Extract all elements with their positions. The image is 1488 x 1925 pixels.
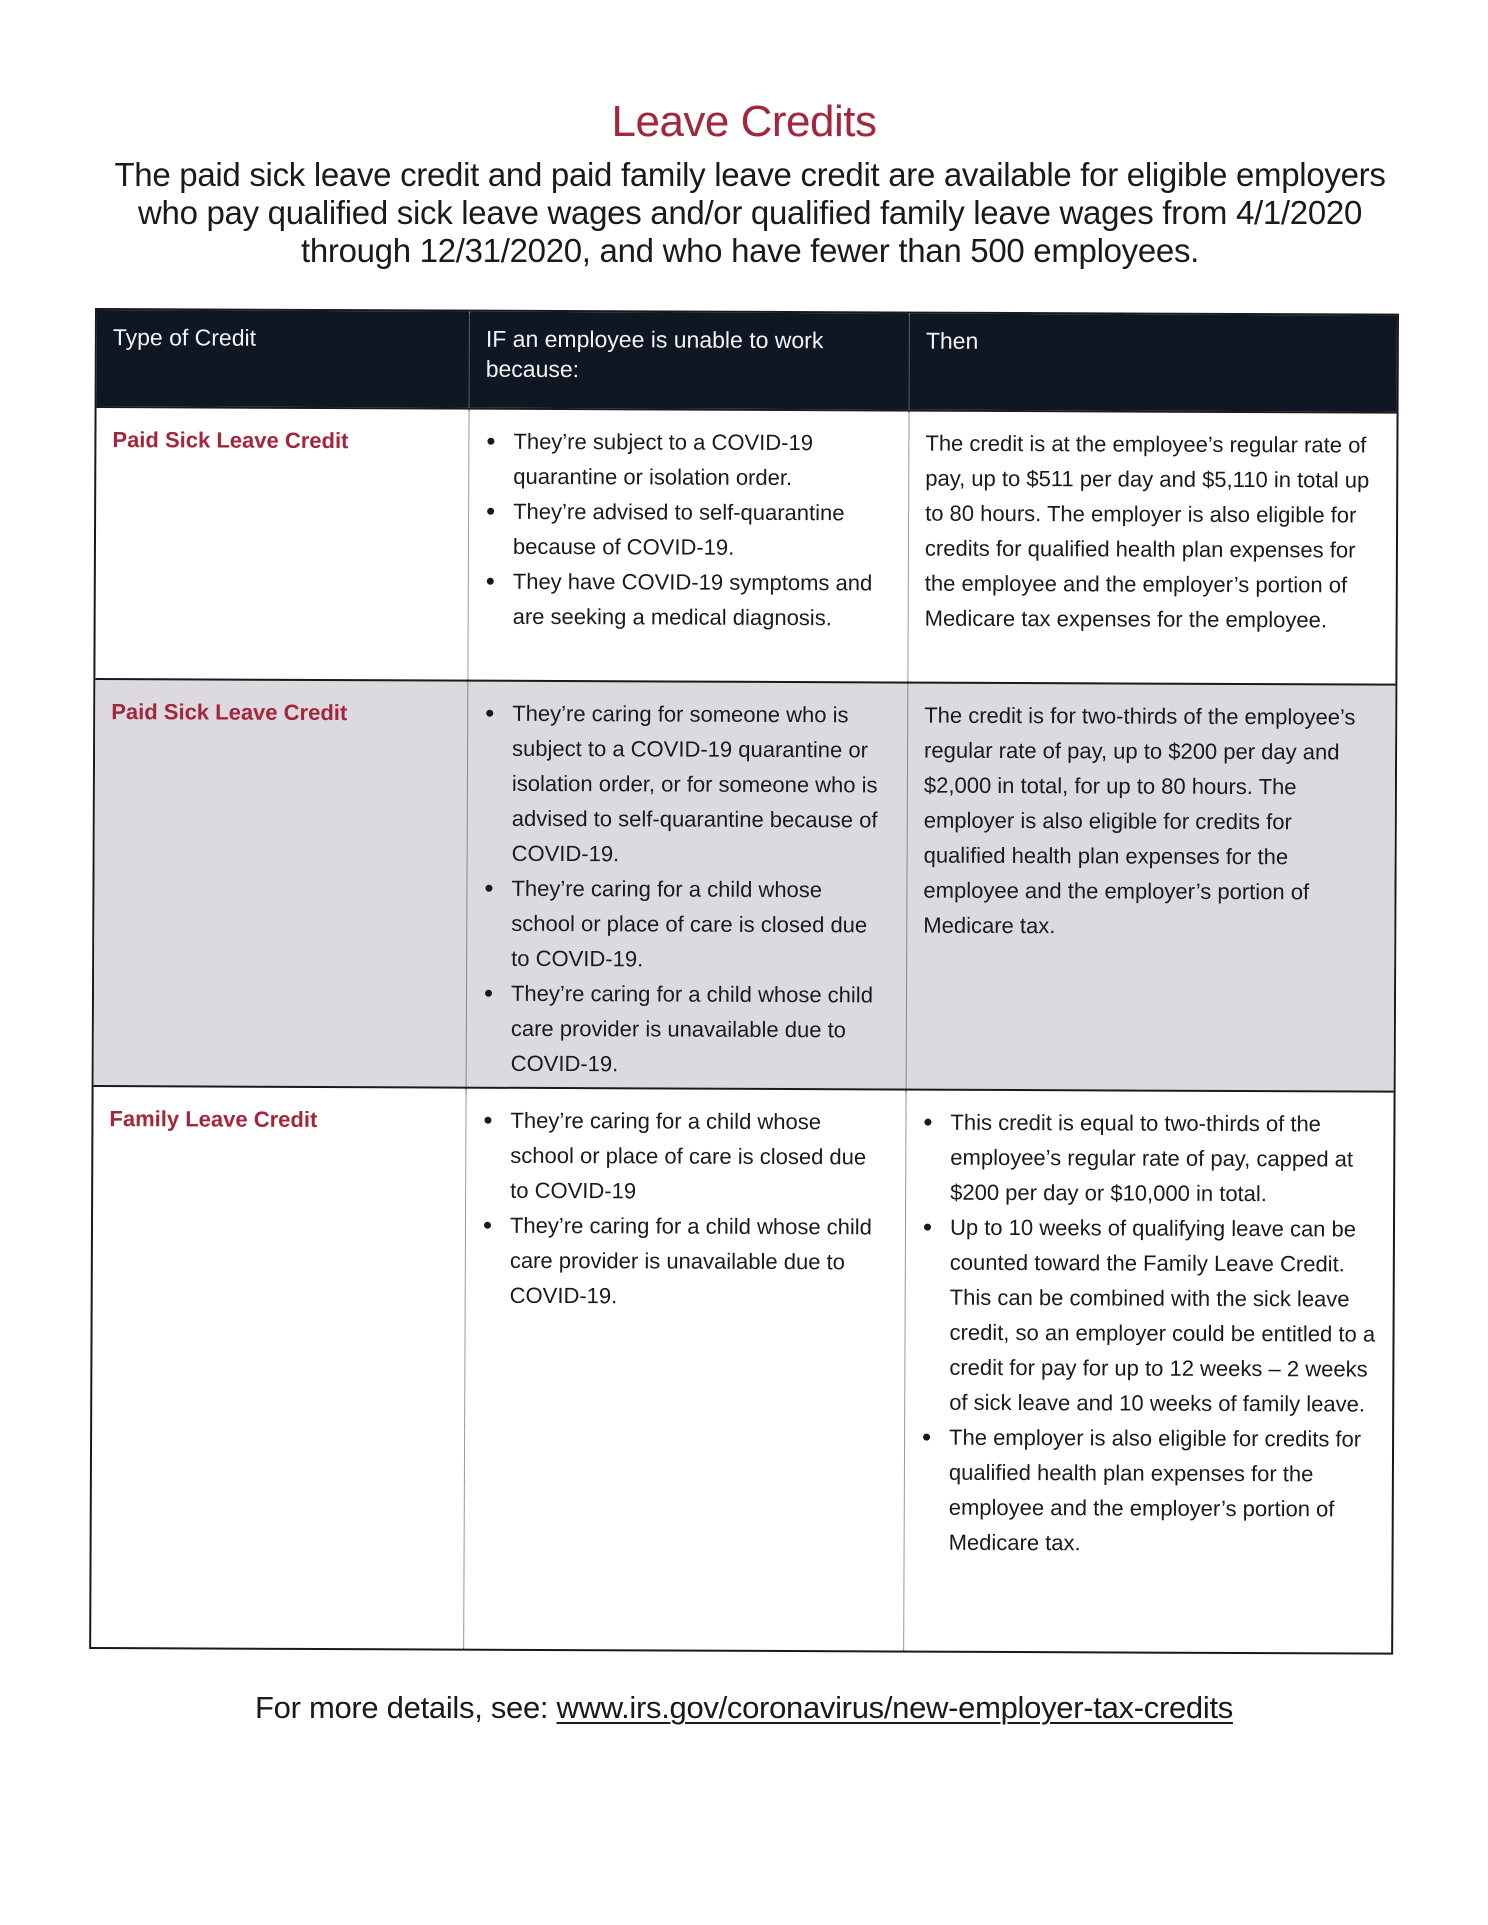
credit-type-cell xyxy=(91,1087,465,1649)
conditions-list xyxy=(482,1103,890,1315)
condition-item: They’re caring for a child whose school or place of care is closed due to COVID-19 xyxy=(510,1103,889,1210)
bullet-icon xyxy=(484,1222,491,1229)
table-header-row xyxy=(97,310,1397,412)
leave-credits-table xyxy=(89,308,1399,1655)
conditions-cell xyxy=(463,1089,905,1651)
credit-type-cell xyxy=(94,680,468,1095)
bullet-icon xyxy=(485,885,492,892)
credit-type-cell xyxy=(95,408,468,680)
credit-type-label: Family Leave Credit xyxy=(109,1106,318,1132)
bullet-icon xyxy=(487,438,494,445)
then-item: This credit is equal to two-thirds of the employee’s regular rate of pay, capped at $200 per day or $10,000 in total. xyxy=(950,1105,1377,1212)
then-item: The employer is also eligible for credits for qualified health plan expenses for the employee and the employer’s portion of Medicare tax. xyxy=(949,1420,1377,1562)
condition-item: They’re caring for a child whose child care provider is unavailable due to COVID-19. xyxy=(510,1208,889,1315)
bullet-icon xyxy=(924,1119,931,1126)
condition-item: They have COVID-19 symptoms and are seeking a medical diagnosis. xyxy=(513,564,892,636)
table-row xyxy=(91,1085,1393,1653)
conditions-cell xyxy=(466,682,908,1097)
then-cell: The credit is at the employee’s regular rate of pay, up to $511 per day and $5,110 in total up to 80 hours. The employer is also eligible for credits for qualified health plan expenses for the employee and the employer’s portion of Medicare tax expenses for the employee. xyxy=(907,412,1396,684)
bullet-icon xyxy=(484,1117,491,1124)
irs-details-link[interactable]: www.irs.gov/coronavirus/new-employer-tax-credits xyxy=(556,1690,1233,1725)
then-cell xyxy=(903,1091,1393,1653)
condition-item: They’re caring for a child whose child care provider is unavailable due to COVID-19. xyxy=(511,976,890,1083)
then-list xyxy=(921,1105,1378,1562)
column-header-then: Then xyxy=(909,314,1397,412)
then-item: Up to 10 weeks of qualifying leave can be counted toward the Family Leave Credit. This can be combined with the sick leave credit, so an employer could be entitled to a credit for pay for up to 12 weeks – 2 weeks of sick leave and 10 weeks of family leave. xyxy=(949,1210,1377,1422)
bullet-icon xyxy=(487,508,494,515)
conditions-list xyxy=(485,424,893,636)
footer-prefix: For more details, see: xyxy=(255,1690,557,1725)
table-row xyxy=(94,678,1396,1091)
credit-type-label: Paid Sick Leave Credit xyxy=(111,699,348,726)
footer-details xyxy=(0,1690,1488,1726)
conditions-list xyxy=(483,696,892,1083)
column-header-condition: IF an employee is unable to work because: xyxy=(469,312,909,410)
condition-item: They’re caring for someone who is subject to a COVID-19 quarantine or isolation order, or for someone who is advised to self-quarantine because of COVID-19. xyxy=(512,696,892,873)
condition-item: They’re subject to a COVID-19 quarantine or isolation order. xyxy=(513,424,892,496)
page-title: Leave Credits xyxy=(611,97,877,146)
column-header-type: Type of Credit xyxy=(112,324,257,351)
condition-item: They’re caring for a child whose school or place of care is closed due to COVID-19. xyxy=(511,871,890,978)
intro-paragraph: The paid sick leave credit and paid family leave credit are available for eligible employers who pay qualified sick leave wages and/or qualified family leave wages from 4/1/2020 through 12/31/2020, and who have fewer than 500 employees. xyxy=(114,156,1386,269)
then-cell: The credit is for two-thirds of the employee’s regular rate of pay, up to $200 per day and $2,000 in total, for up to 80 hours. The employer is also eligible for credits for qualified health plan expenses for the employee and the employer’s portion of Medicare tax. xyxy=(906,684,1396,1099)
conditions-cell xyxy=(467,410,908,682)
bullet-icon xyxy=(486,710,493,717)
bullet-icon xyxy=(924,1224,931,1231)
table-row xyxy=(95,406,1396,684)
bullet-icon xyxy=(923,1434,930,1441)
bullet-icon xyxy=(487,578,494,585)
condition-item: They’re advised to self-quarantine because of COVID-19. xyxy=(513,494,892,566)
credit-type-label: Paid Sick Leave Credit xyxy=(112,427,349,454)
bullet-icon xyxy=(485,990,492,997)
